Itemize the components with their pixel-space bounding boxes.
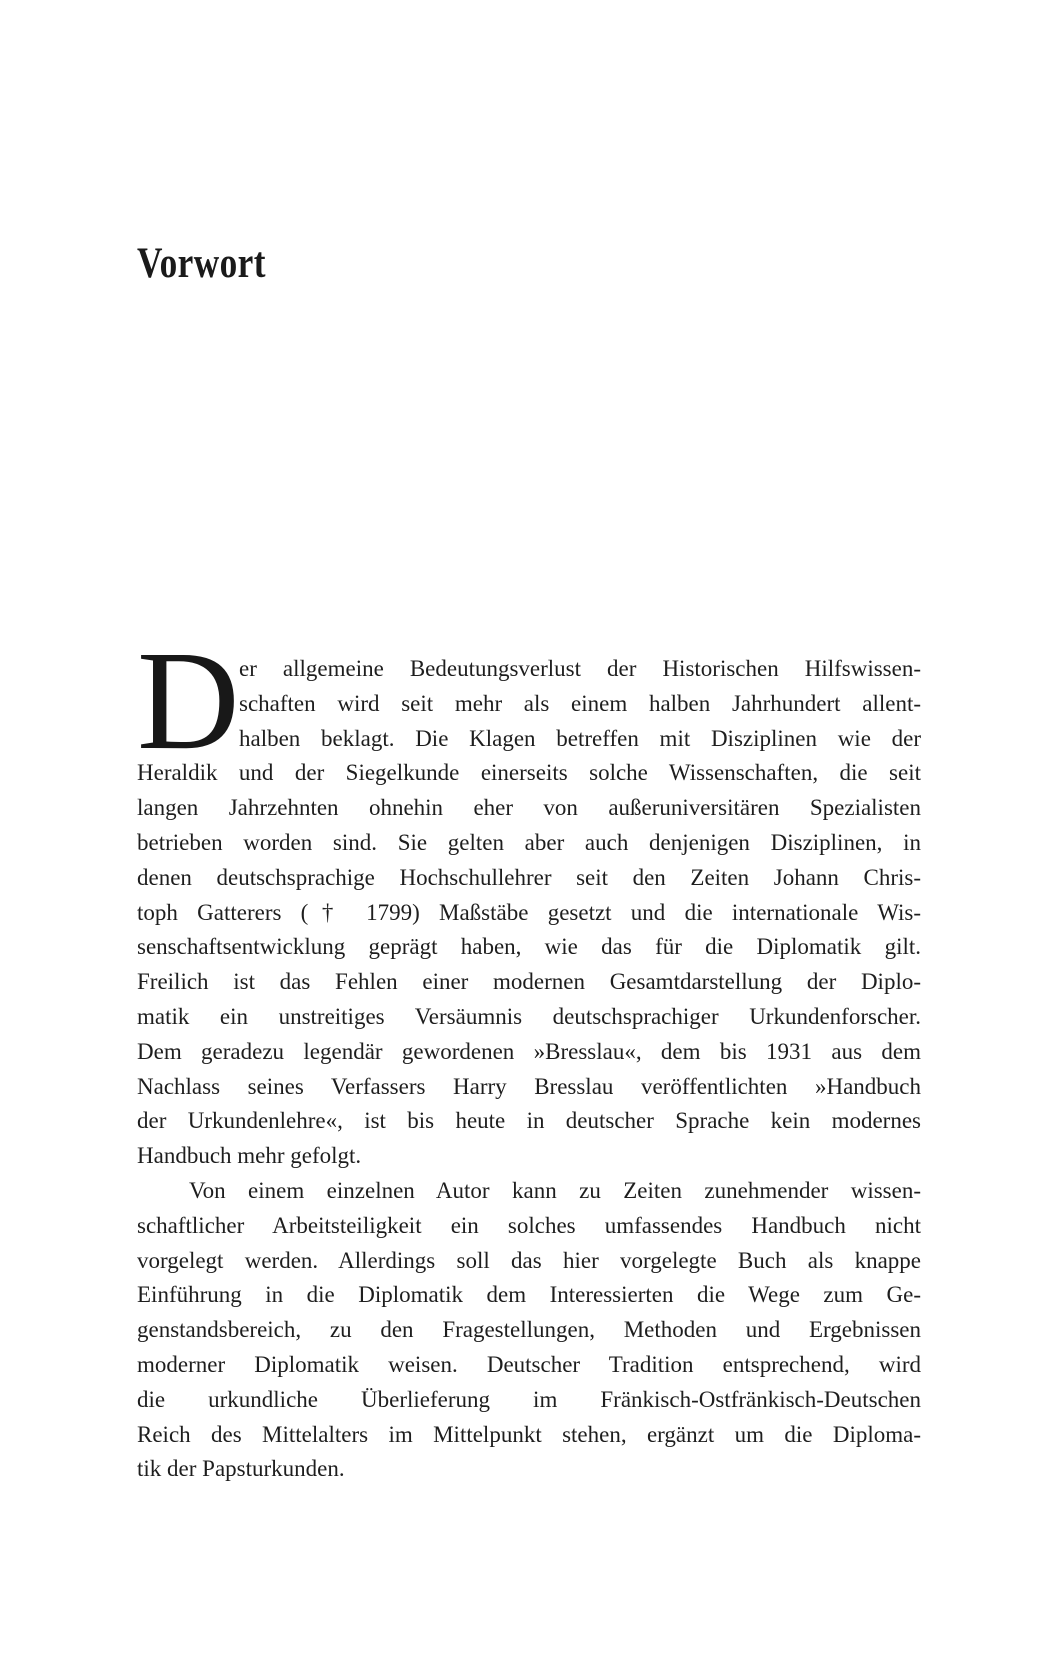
text-line: langen Jahrzehnten ohnehin eher von außeruniversitären Spezialisten — [137, 795, 921, 821]
text-line: betrieben worden sind. Sie gelten aber auch denjenigen Disziplinen, in — [137, 829, 921, 855]
text-line: Heraldik und der Siegelkunde einerseits solche Wissenschaften, die seit — [137, 760, 921, 786]
text-line: schaften wird seit mehr als einem halben Jahrhundert allent- — [239, 690, 921, 716]
text-line: Dem geradezu legendär gewordenen »Bresslau«, dem bis 1931 aus dem — [137, 1038, 921, 1064]
text-line: toph Gatterers († 1799) Maßstäbe gesetzt und die internationale Wis- — [137, 899, 921, 925]
text-line: Einführung in die Diplomatik dem Interessierten die Wege zum Ge- — [137, 1282, 921, 1308]
text-line: die urkundliche Überlieferung im Fränkisch-Ostfränkisch-Deutschen — [137, 1386, 921, 1412]
text-line: denen deutschsprachige Hochschullehrer seit den Zeiten Johann Chris- — [137, 864, 921, 890]
text-line: senschaftsentwicklung geprägt haben, wie das für die Diplomatik gilt. — [137, 934, 921, 960]
text-line: schaftlicher Arbeitsteiligkeit ein solches umfassendes Handbuch nicht — [137, 1212, 921, 1238]
text-line: Reich des Mittelalters im Mittelpunkt stehen, ergänzt um die Diploma- — [137, 1421, 921, 1447]
body-text — [137, 621, 921, 1487]
text-line: Freilich ist das Fehlen einer modernen Gesamtdarstellung der Diplo- — [137, 969, 921, 995]
text-line: Nachlass seines Verfassers Harry Bresslau veröffentlichten »Handbuch — [137, 1073, 921, 1099]
text-line: Von einem einzelnen Autor kann zu Zeiten zunehmender wissen- — [189, 1177, 921, 1203]
text-line: matik ein unstreitiges Versäumnis deutschsprachiger Urkundenforscher. — [137, 1003, 921, 1029]
text-line: der Urkundenlehre«, ist bis heute in deutscher Sprache kein modernes — [137, 1108, 921, 1134]
text-line: vorgelegt werden. Allerdings soll das hier vorgelegte Buch als knappe — [137, 1247, 921, 1273]
text-line: moderner Diplomatik weisen. Deutscher Tradition entsprechend, wird — [137, 1351, 921, 1377]
page-content — [137, 0, 921, 1487]
page-title: Vorwort — [137, 240, 266, 287]
text-line: er allgemeine Bedeutungsverlust der Historischen Hilfswissen- — [239, 656, 921, 681]
text-line: tik der Papsturkunden. — [137, 1456, 345, 1482]
dropcap-letter: D — [137, 621, 240, 779]
text-line: genstandsbereich, zu den Fragestellungen, Methoden und Ergebnissen — [137, 1317, 921, 1343]
text-line: Handbuch mehr gefolgt. — [137, 1143, 362, 1169]
text-line: halben beklagt. Die Klagen betreffen mit Disziplinen wie der — [239, 725, 921, 751]
